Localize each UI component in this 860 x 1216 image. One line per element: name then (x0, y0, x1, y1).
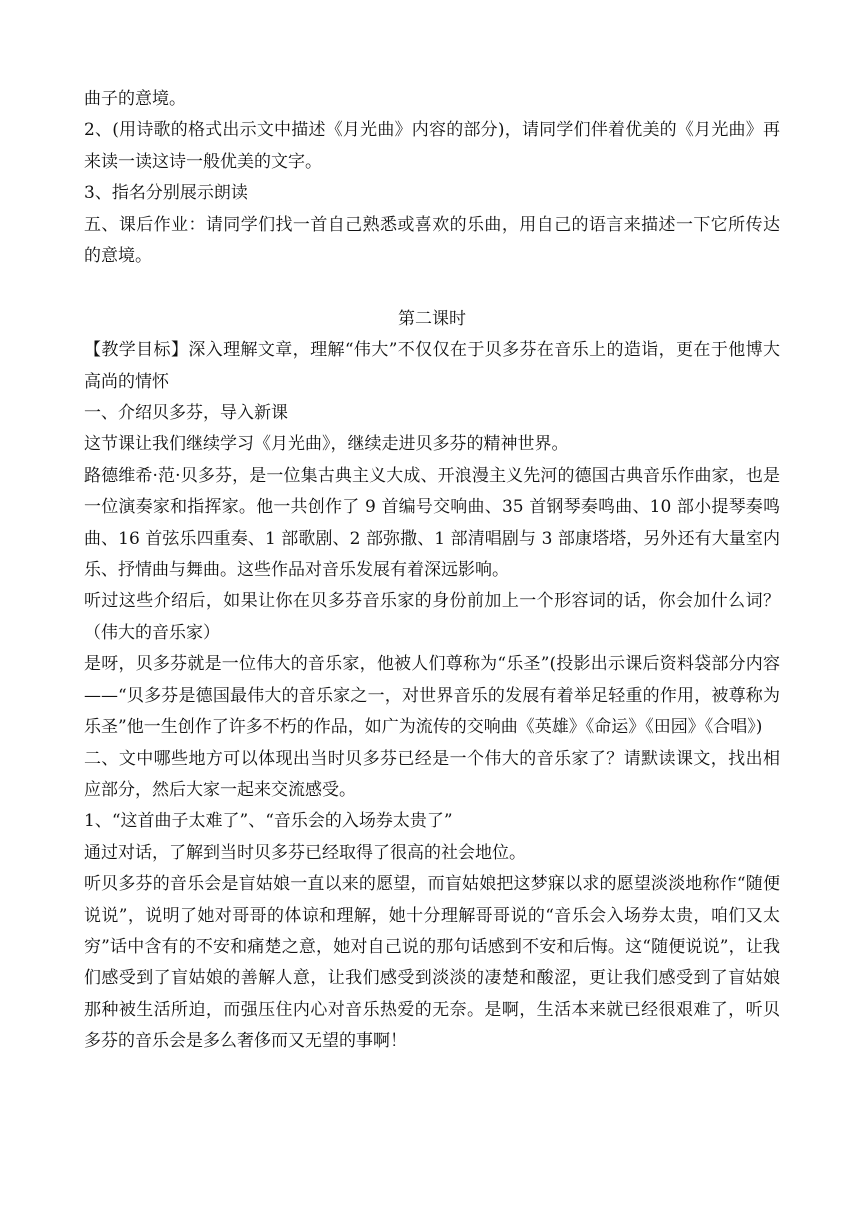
paragraph-intro: 这节课让我们继续学习《月光曲》，继续走进贝多芬的精神世界。 (84, 434, 569, 455)
paragraph-analysis: 听贝多芬的音乐会是盲姑娘一直以来的愿望，而盲姑娘把这梦寐以求的愿望淡淡地称作“随便说说”，说明了她对哥哥的体谅和理解，她十分理解哥哥说的“音乐会入场券太贵，咱们又太穷”话中含有的不安和痛楚之意，她对自己说的那句话感到不安和后悔。这“随便说说”，让我们感受到了盲姑娘的善解人意，让我们感受到淡淡的凄楚和酸涩，更让我们感受到了盲姑娘那种被生活所迫，而强压住内心对音乐热爱的无奈。是啊，生活本来就已经很艰难了，听贝多芬的音乐会是多么奢侈而又无望的事啊！ (84, 874, 780, 1052)
paragraph-teaching-goal: 【教学目标】深入理解文章，理解“伟大”不仅仅在于贝多芬在音乐上的造诣，更在于他博大高尚的情怀 (84, 340, 780, 392)
paragraph-beethoven-bio: 路德维希·范·贝多芬，是一位集古典主义大成、开浪漫主义先河的德国古典音乐作曲家，也是一位演奏家和指挥家。他一共创作了 9 首编号交响曲、35 首钢琴奏鸣曲、10 部小提琴奏鸣曲、16 首弦乐四重奏、1 部歌剧、2 部弥撒、1 部清唱剧与 3 部康塔塔，另外还有大量室内乐、抒情曲与舞曲。这些作品对音乐发展有着深远影响。 (84, 465, 780, 581)
paragraph-question: 听过这些介绍后，如果让你在贝多芬音乐家的身份前加上一个形容词的话，你会加什么词？（伟大的音乐家） (84, 591, 780, 643)
paragraph-dialogue: 通过对话，了解到当时贝多芬已经取得了很高的社会地位。 (84, 842, 526, 863)
blank-line (84, 272, 780, 303)
paragraph-quote-1: 1、“这首曲子太难了”、“音乐会的入场券太贵了” (84, 811, 453, 832)
paragraph-great-musician: 是呀，贝多芬就是一位伟大的音乐家，他被人们尊称为“乐圣”(投影出示课后资料袋部分内容——“贝多芬是德国最伟大的音乐家之一，对世界音乐的发展有着举足轻重的作用，被尊称为乐圣”他一生创作了许多不朽的作品，如广为流传的交响曲《英雄》《命运》《田园》《合唱》) (84, 654, 780, 738)
paragraph-homework: 五、课后作业：请同学们找一首自己熟悉或喜欢的乐曲，用自己的语言来描述一下它所传达的意境。 (84, 214, 780, 267)
paragraph-step-2: 2、(用诗歌的格式出示文中描述《月光曲》内容的部分)，请同学们伴着优美的《月光曲》再来读一读这诗一般优美的文字。 (84, 120, 780, 172)
paragraph-step-3: 3、指名分别展示朗读 (84, 183, 248, 204)
paragraph-part-2-heading: 二、文中哪些地方可以体现出当时贝多芬已经是一个伟大的音乐家了？请默读课文，找出相应部分，然后大家一起来交流感受。 (84, 748, 780, 800)
paragraph-continuation: 曲子的意境。 (84, 89, 186, 109)
document-body (84, 84, 780, 1058)
paragraph-part-1-heading: 一、介绍贝多芬，导入新课 (84, 403, 288, 424)
section-heading: 第二课时 (398, 308, 466, 329)
